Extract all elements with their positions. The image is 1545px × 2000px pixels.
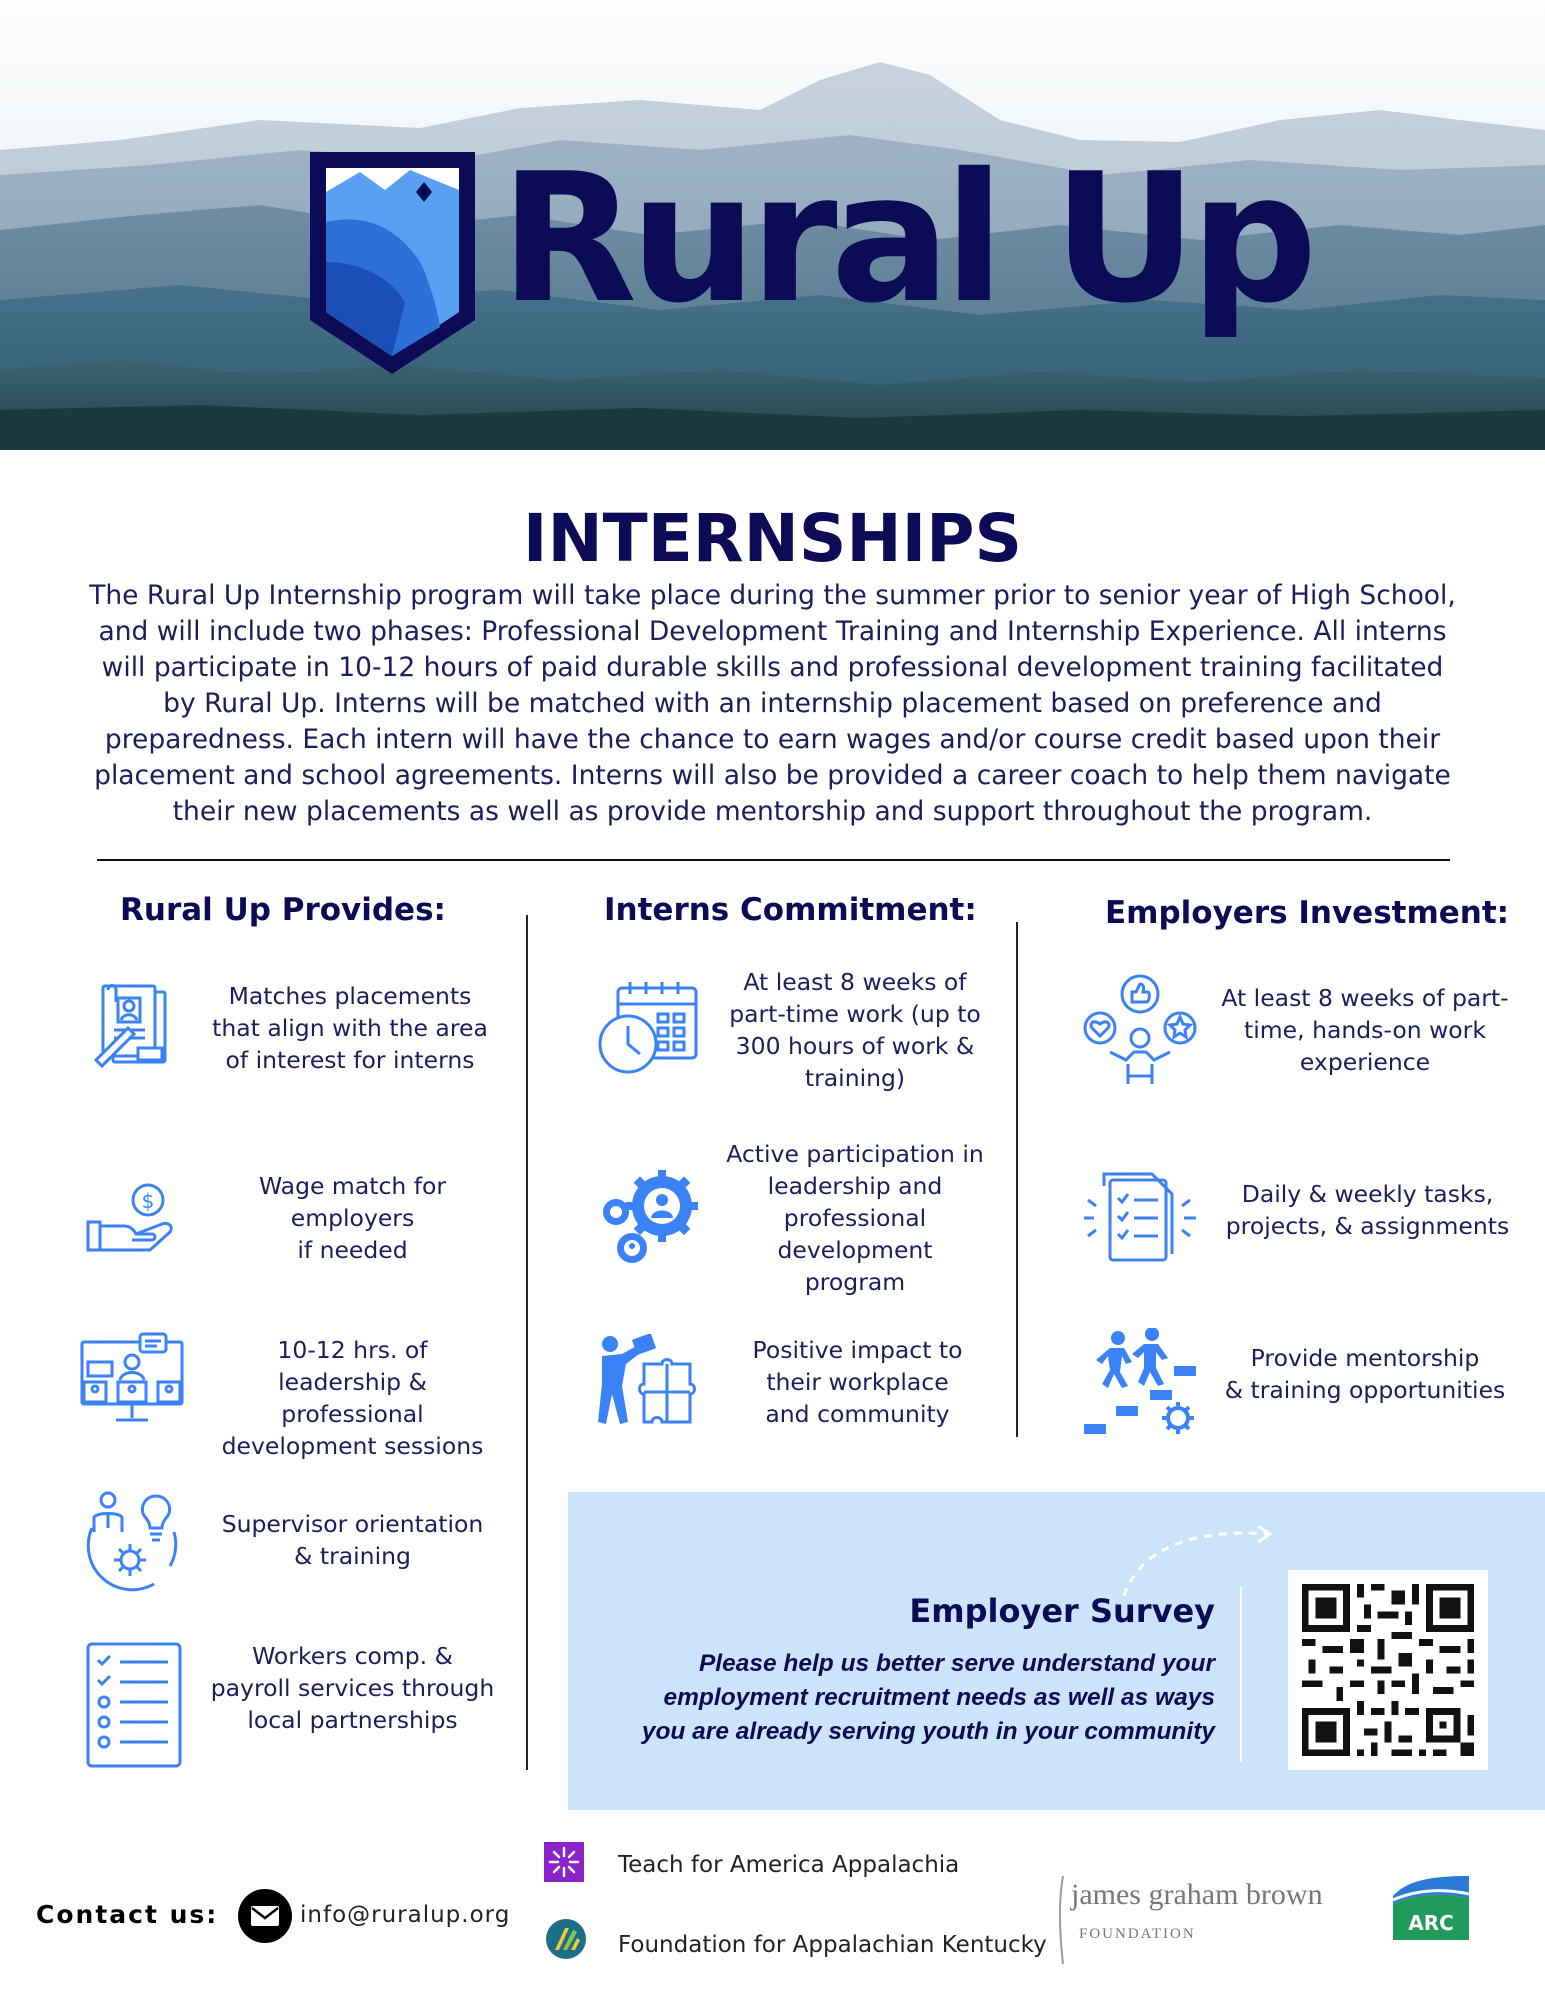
survey-qr-code[interactable]	[1288, 1570, 1488, 1770]
arc-label: ARC	[1408, 1911, 1454, 1935]
provides-heading: Rural Up Provides:	[120, 892, 446, 928]
puzzle-person-icon	[592, 1334, 704, 1428]
hero-banner	[0, 0, 1545, 450]
jgb-foundation-logo	[1055, 1868, 1355, 1968]
employers-item-2: Daily & weekly tasks, projects, & assignments	[1225, 1180, 1510, 1240]
survey-divider	[1240, 1587, 1242, 1762]
partner-faky: Foundation for Appalachian Kentucky	[618, 1932, 1047, 1958]
brand-name: Rural Up	[500, 135, 1311, 342]
survey-title: Employer Survey	[909, 1592, 1215, 1630]
intro-line: The Rural Up Internship program will take place during the summer prior to senior year of High School,	[89, 580, 1456, 611]
intro-line: their new placements as well as provide mentorship and support throughout the program.	[172, 796, 1373, 827]
people-gears-icon	[596, 1164, 706, 1268]
supervisor-idea-icon	[80, 1488, 186, 1594]
jgb-name: james graham brown	[1071, 1878, 1323, 1911]
person-feedback-icon	[1080, 972, 1200, 1088]
interns-item-1: At least 8 weeks of part-time work (up to 300 hours of work & training)	[729, 968, 981, 1092]
intro-line: preparedness. Each intern will have the chance to earn wages and/or course credit based upon their	[104, 724, 1441, 755]
interns-item-2: Active participation in leadership and professional development program	[726, 1140, 984, 1296]
checklist-icon	[86, 1642, 182, 1770]
contact-label: Contact us:	[36, 1900, 219, 1929]
faky-logo-icon	[545, 1918, 587, 1960]
provides-item-1: Matches placements that align with the area of interest for interns	[212, 982, 488, 1074]
rural-up-logo-icon	[310, 152, 475, 374]
interns-heading: Interns Commitment:	[604, 892, 977, 928]
placement-documents-icon	[88, 980, 183, 1075]
column-divider-left	[526, 915, 528, 1770]
partner-tfa: Teach for America Appalachia	[618, 1852, 960, 1878]
employers-heading: Employers Investment:	[1105, 895, 1510, 931]
employer-survey-panel	[568, 1492, 1545, 1810]
mail-icon[interactable]	[238, 1889, 292, 1943]
provides-item-5: Workers comp. & payroll services through local partnerships	[210, 1642, 495, 1734]
employers-item-1: At least 8 weeks of part- time, hands-on work experience	[1221, 984, 1509, 1076]
mentorship-steps-icon	[1082, 1328, 1198, 1440]
provides-item-3: 10-12 hrs. of leadership & professional development sessions	[221, 1336, 484, 1460]
hand-money-icon	[84, 1178, 184, 1258]
employers-item-3: Provide mentorship & training opportunities	[1224, 1344, 1506, 1404]
intro-line: by Rural Up. Interns will be matched with an internship placement based on preference and	[163, 688, 1382, 719]
contact-email[interactable]: info@ruralup.org	[300, 1902, 511, 1928]
page-title: INTERNSHIPS	[522, 500, 1023, 577]
arc-logo	[1393, 1870, 1469, 1940]
interns-item-3: Positive impact to their workplace and community	[752, 1336, 963, 1428]
survey-description: Please help us better serve understand your employment recruitment needs as well as ways you are already serving youth in your community	[641, 1650, 1215, 1745]
intro-line: placement and school agreements. Interns will also be provided a career coach to help them navigate	[94, 760, 1451, 791]
intro-line: and will include two phases: Professional Development Training and Internship Experience. All interns	[98, 616, 1447, 647]
provides-item-2: Wage match for employers if needed	[258, 1172, 447, 1264]
jgb-sub: FOUNDATION	[1079, 1926, 1196, 1942]
provides-item-4: Supervisor orientation & training	[221, 1510, 484, 1570]
tfa-logo-icon	[544, 1842, 584, 1882]
svg-text:$: $	[141, 1189, 155, 1213]
section-divider	[97, 859, 1450, 861]
column-divider-right	[1016, 922, 1018, 1437]
video-training-icon	[78, 1332, 188, 1430]
intro-paragraph	[70, 578, 1475, 830]
curved-arrow-icon	[1118, 1522, 1278, 1602]
intro-line: will participate in 10-12 hours of paid durable skills and professional development training facilitated	[101, 652, 1444, 683]
task-list-icon	[1080, 1170, 1200, 1266]
calendar-clock-icon	[596, 982, 700, 1078]
